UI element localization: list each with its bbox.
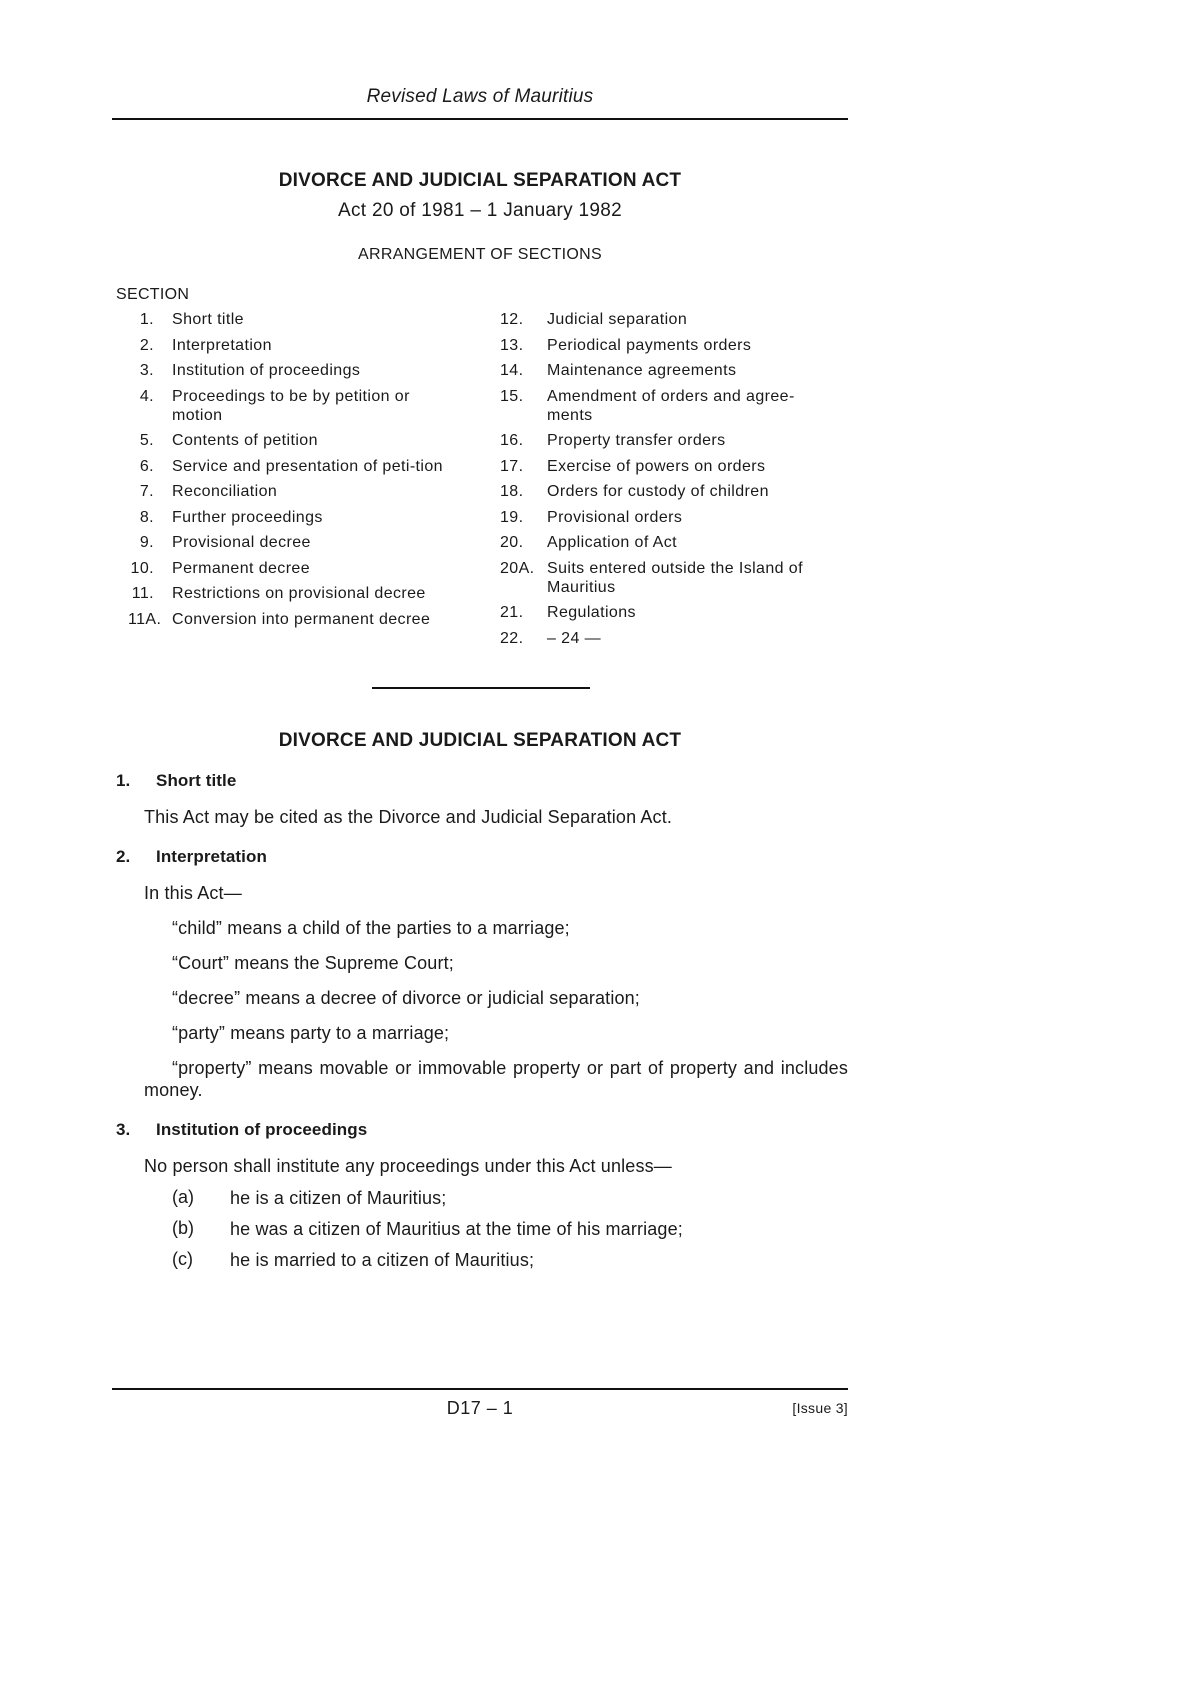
toc-item: 7. Reconciliation	[139, 483, 278, 500]
definition-party: “party” means party to a marriage;	[172, 1023, 450, 1043]
toc-item: 21. Regulations	[500, 604, 636, 621]
section-divider	[372, 687, 590, 689]
toc-item: 1. Short title	[139, 311, 244, 328]
toc-item: 6. Service and presentation of peti-tion	[139, 457, 443, 475]
definition-decree: “decree” means a decree of divorce or judicial separation;	[172, 988, 640, 1008]
section-1-text: This Act may be cited as the Divorce and Judicial Separation Act.	[144, 807, 673, 827]
toc-item: 5. Contents of petition	[139, 432, 318, 449]
section-3-heading: 3. Institution of proceedings	[116, 1120, 368, 1139]
definition-child: “child” means a child of the parties to a marriage;	[172, 918, 570, 938]
section-2-intro: In this Act—	[144, 883, 242, 903]
toc-item: 16. Property transfer orders	[500, 432, 726, 449]
toc-right-column	[500, 310, 860, 654]
toc-item: 8. Further proceedings	[139, 508, 323, 526]
act-title: DIVORCE AND JUDICIAL SEPARATION ACT	[278, 170, 682, 191]
body-act-title: DIVORCE AND JUDICIAL SEPARATION ACT	[278, 730, 682, 751]
list-label-b: (b)	[172, 1218, 194, 1238]
toc-item: 14. Maintenance agreements	[500, 362, 737, 379]
toc-item: 20. Application of Act	[500, 534, 677, 551]
list-item-a: he is a citizen of Mauritius;	[230, 1188, 447, 1208]
toc-item: 9. Provisional decree	[139, 534, 311, 551]
toc-item: 19. Provisional orders	[500, 508, 683, 526]
arrangement-heading: ARRANGEMENT OF SECTIONS	[358, 246, 602, 263]
toc-left-column	[128, 310, 488, 635]
toc-item: 22. – 24 —	[500, 629, 601, 647]
toc-item: 12. Judicial separation	[500, 311, 688, 328]
toc-item: 18. Orders for custody of children	[500, 483, 769, 500]
running-head: Revised Laws of Mauritius	[366, 86, 594, 107]
definition-court: “Court” means the Supreme Court;	[172, 953, 454, 973]
section-1-heading: 1. Short title	[116, 771, 237, 790]
toc-item: 10. Permanent decree	[130, 559, 311, 577]
section-2-heading: 2. Interpretation	[116, 847, 267, 866]
toc-item: 17. Exercise of powers on orders	[500, 457, 766, 475]
list-label-c: (c)	[172, 1249, 193, 1269]
definition-property: “property” means movable or immovable property or part of property and includes money.	[144, 1058, 848, 1100]
toc-item: 3. Institution of proceedings	[139, 362, 361, 379]
list-item-b: he was a citizen of Mauritius at the time of his marriage;	[230, 1219, 683, 1239]
toc-item: 15. Amendment of orders and agree-ments	[500, 387, 795, 424]
toc-item: 13. Periodical payments orders	[500, 336, 752, 354]
act-subtitle: Act 20 of 1981 – 1 January 1982	[338, 200, 622, 221]
section-label: SECTION	[116, 286, 190, 303]
header-rule	[112, 118, 848, 120]
toc-item: 4. Proceedings to be by petition or motion	[139, 387, 410, 424]
footer-rule	[112, 1388, 848, 1390]
list-item-c: he is married to a citizen of Mauritius;	[230, 1250, 535, 1270]
issue-label: [Issue 3]	[792, 1400, 848, 1416]
toc-item: 2. Interpretation	[139, 336, 272, 354]
toc-item: 11A. Conversion into permanent decree	[128, 610, 431, 628]
page-reference: D17 – 1	[446, 1398, 514, 1418]
toc-item: 20A. Suits entered outside the Island of Mauritius	[500, 559, 803, 596]
section-3-intro: No person shall institute any proceedings under this Act unless—	[144, 1156, 672, 1176]
toc-item: 11. Restrictions on provisional decree	[131, 585, 426, 602]
list-label-a: (a)	[172, 1187, 194, 1207]
